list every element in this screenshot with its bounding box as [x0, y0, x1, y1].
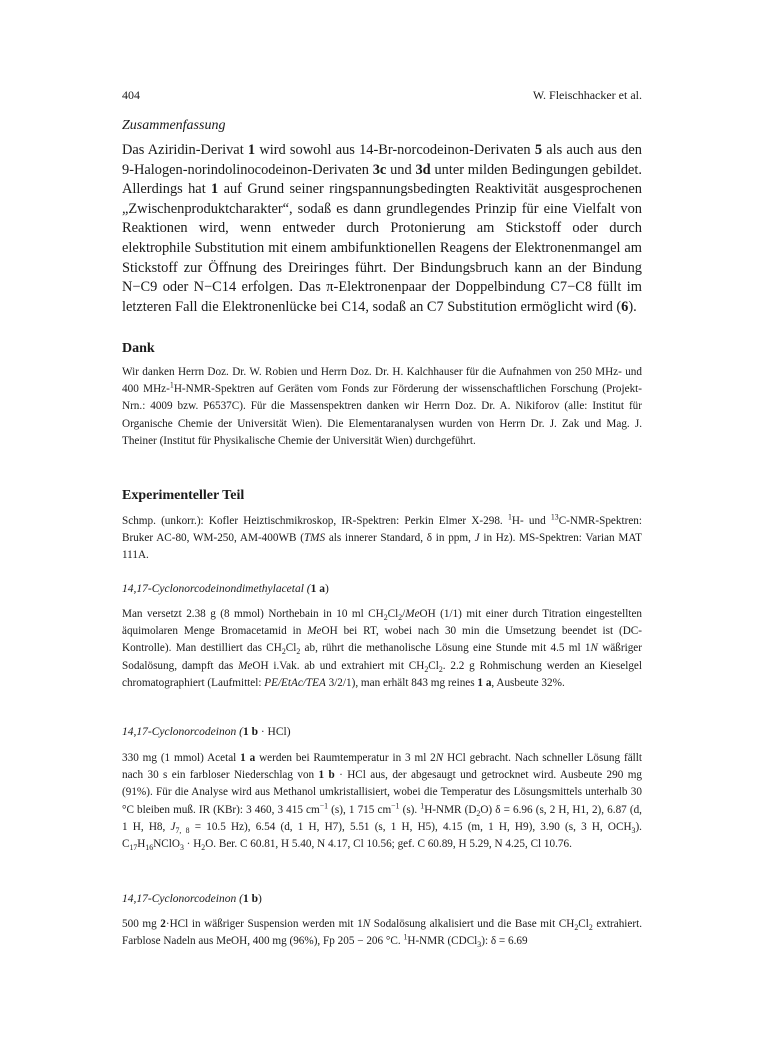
- zusammenfassung-paragraph: Das Aziridin-Derivat 1 wird sowohl aus 14-Br-norcodeinon-Derivaten 5 als auch aus den 9-Halogen-norindolinocodeinon-Derivaten 3c und 3d unter milden Bedingungen gebildet. Allerdings hat 1 auf Grund seiner ringspannungsbedingten Reaktivität ausgesprochenen „Zwischenproduktcharakter“, sodaß es dann grundlegendes Prinzip für eine Vielfalt von Reaktionen wird, wenn entweder durch Protonierung am Stickstoff oder durch elektrophile Substitution mit einem ambifunktionellen Reagens der Elektronenmangel am Stickstoff zur Öffnung des Dreiringes führt. Der Bindungsbruch kann an der Bindung N−C9 oder N−C14 erfolgen. Das π-Elektronenpaar der Doppelbindung C7−C8 füllt im letzteren Fall die Elektronenlücke bei C14, sodaß an C7 Substitution ermöglicht wird (6).: [122, 142, 643, 315]
- compound-1a-heading: 14,17-Cyclonorcodeinondimethylacetal (1 a): [122, 583, 329, 595]
- page-number: 404: [122, 88, 140, 102]
- dank-paragraph: Wir danken Herrn Doz. Dr. W. Robien und Herrn Doz. Dr. H. Kalchhauser für die Aufnahmen von 250 MHz- und 400 MHz-$^1$H-NMR-Spektren auf Geräten vom Fonds zur Förderung der wissenschaftlichen Forschung (Projekt-Nrn.: 4009 bzw. P6537C). Für die Massenspektren danken wir Herrn Doz. Dr. A. Nikiforov (alle: Institut für Organische Chemie der Universität Wien). Die Elementaranalysen wurden von Herrn Dr. J. Zak und Mag. J. Theiner (Institut für Physikalische Chemie der Universität Wien) durchgeführt.: [122, 366, 643, 447]
- zusammenfassung-heading: Zusammenfassung: [122, 118, 226, 133]
- compound-1a-paragraph: Man versetzt 2.38 g (8 mmol) Northebain in 10 ml $CH_2Cl_2$/MeOH (1/1) mit einer durch Titration eingestellten äquimolaren Menge Bromacetamid in MeOH bei RT, wobei nach 30 min die Umsetzung beendet ist (DC-Kontrolle). Man destilliert das $CH_2Cl_2$ ab, rührt die methanolische Lösung eine Stunde mit 4.5 ml 1N wäßriger Sodalösung, dampft das MeOH i.Vak. ab und extrahiert mit $CH_2Cl_2$. 2.2 g Rohmischung werden an Kieselgel chromatographiert (Laufmittel: PE/EtAc/TEA 3/2/1), man erhält 843 mg reines 1 a, Ausbeute 32%.: [122, 608, 643, 689]
- compound-1b-paragraph: 500 mg 2·HCl in wäßriger Suspension werden mit 1N Sodalösung alkalisiert und die Base mit $CH_2Cl_2$ extrahiert. Farblose Nadeln aus MeOH, 400 mg (96%), Fp 205 − 206 °C. $^1$H-NMR (CDCl$_3$): δ = 6.69: [122, 918, 643, 950]
- compound-1b-hcl-heading: 14,17-Cyclonorcodeinon (1 b · HCl): [122, 726, 291, 738]
- running-authors: W. Fleischhacker et al.: [532, 88, 642, 102]
- compound-1b-hcl-paragraph: 330 mg (1 mmol) Acetal 1 a werden bei Raumtemperatur in 3 ml 2N HCl gebracht. Nach schneller Lösung fällt nach 30 s ein farbloser Niederschlag von 1 b · HCl aus, der abgesaugt und getrocknet wird. Ausbeute 290 mg (91%). Für die Analyse wird aus Methanol umkristallisiert, wobei die Temperatur des Lösungsmittels unterhalb 30 °C bleiben muß. IR (KBr): 3 460, 3 415 $cm^{-1}$ (s), 1 715 $cm^{-1}$ (s). $^1$H-NMR $(D_2O) \delta = 6.96$ (s, 2 H, H1, 2), 6.87 (d, 1 H, H8, $J_{7, 8} = 10.5$ Hz), 6.54 (d, 1 H, H7), 5.51 (s, 1 H, H5), 4.15 (m, 1 H, H9), 3.90 (s, 3 H, $OCH_3$). $C_{17}H_{16}NClO_3 \cdot H_2O$. Ber. C 60.81, H 5.40, N 4.17, Cl 10.56; gef. C 60.89, H 5.29, N 4.25, Cl 10.76.: [122, 752, 642, 853]
- experimental-heading: Experimenteller Teil: [122, 488, 245, 503]
- compound-1b-heading: 14,17-Cyclonorcodeinon (1 b): [122, 893, 262, 905]
- experimental-paragraph: Schmp. (unkorr.): Kofler Heiztischmikroskop, IR-Spektren: Perkin Elmer X-298. $^1$H- und $^{13}$C-NMR-Spektren: Bruker AC-80, WM-250, AM-400WB (TMS als innerer Standard, δ in ppm, J in Hz). MS-Spektren: Varian MAT 111A.: [122, 512, 642, 562]
- dank-heading: Dank: [122, 341, 155, 356]
